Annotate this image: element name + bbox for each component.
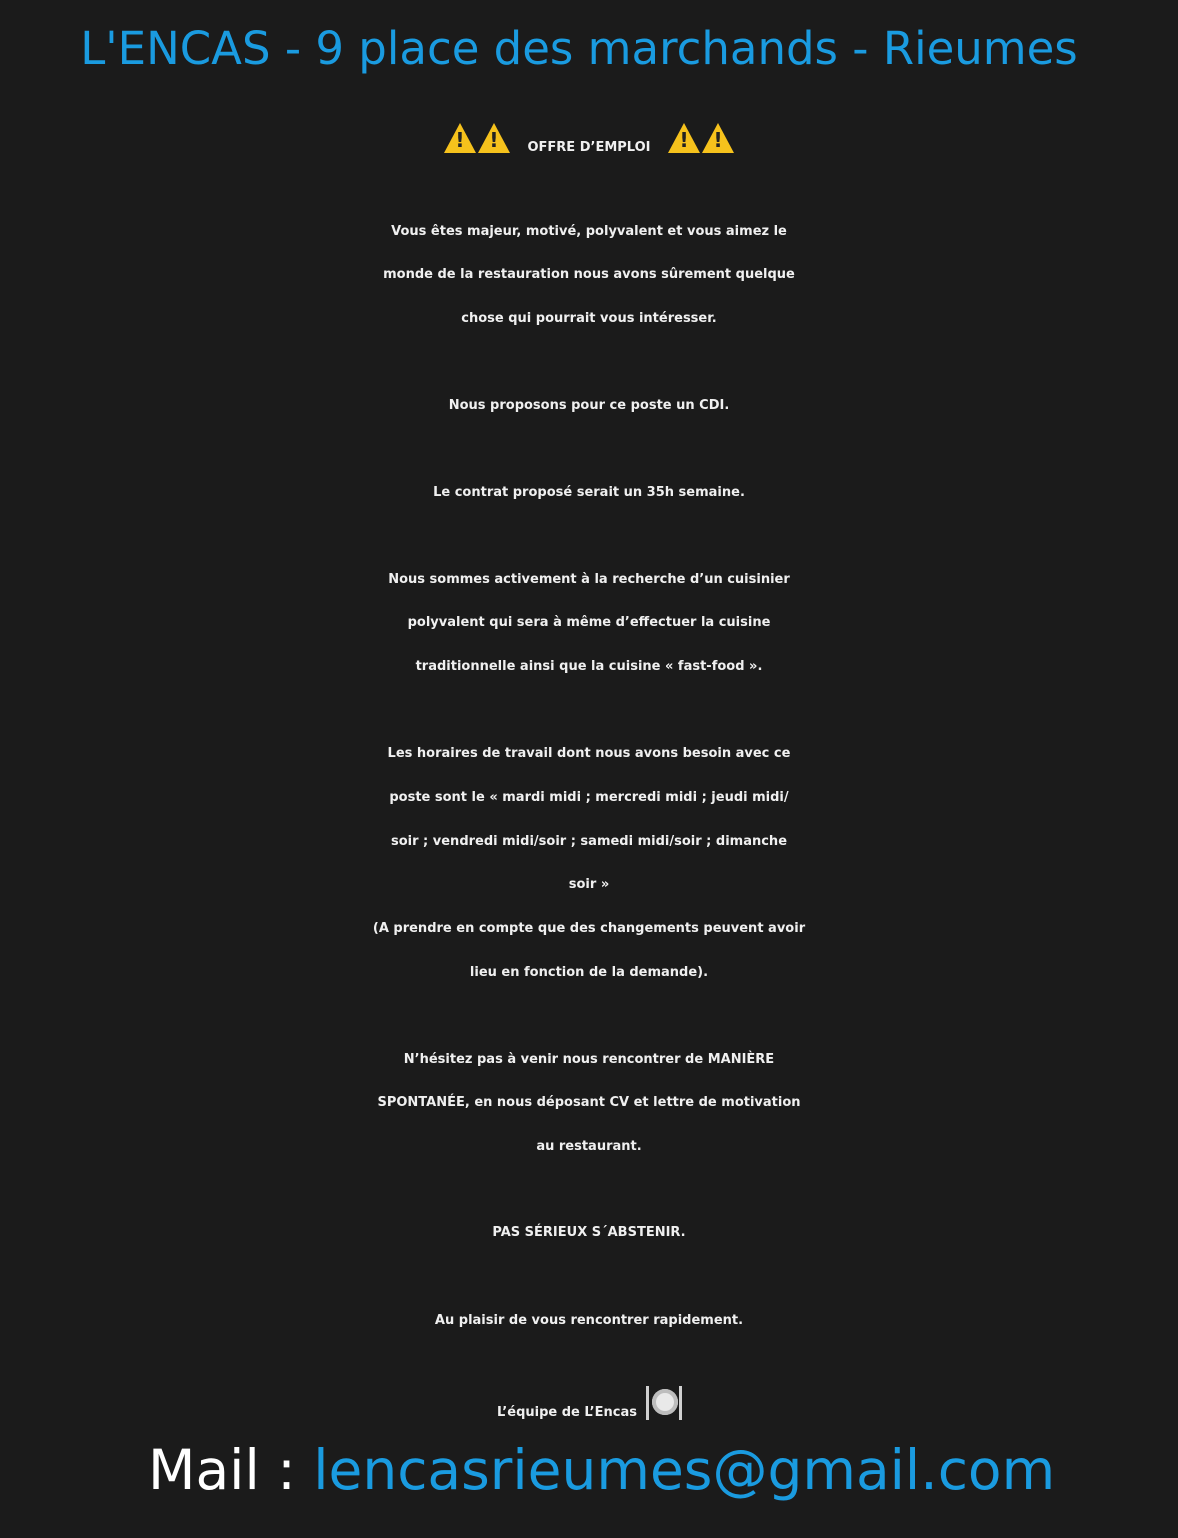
apply-line: SPONTANÉE, en nous déposant CV et lettre de motivation	[377, 1095, 801, 1110]
schedule-line: soir »	[568, 877, 610, 892]
intro-line: monde de la restauration nous avons sûrement quelque	[383, 267, 795, 282]
closing-text: Au plaisir de vous rencontrer rapidement.	[434, 1313, 744, 1328]
offer-title: OFFRE D’EMPLOI	[527, 140, 651, 155]
warning-icon	[702, 123, 734, 153]
schedule-line: poste sont le « mardi midi ; mercredi midi ; jeudi midi/	[389, 790, 789, 805]
schedule-line: soir ; vendredi midi/soir ; samedi midi/soir ; dimanche	[390, 834, 788, 849]
contract-type: Nous proposons pour ce poste un CDI.	[448, 398, 730, 413]
warning-icon	[668, 123, 700, 153]
plate-cutlery-icon	[645, 1386, 681, 1420]
schedule-line: lieu en fonction de la demande).	[469, 965, 709, 980]
apply-line: au restaurant.	[536, 1139, 642, 1154]
signature-row	[0, 1386, 1178, 1434]
mail-address-link[interactable]: lencasrieumes@gmail.com	[313, 1438, 1056, 1502]
warning-icon	[444, 123, 476, 153]
mail-row	[148, 1438, 1055, 1502]
warning-text: PAS SÉRIEUX S´ABSTENIR.	[492, 1225, 686, 1240]
hours-line: Le contrat proposé serait un 35h semaine.	[433, 485, 745, 500]
header-address: L'ENCAS - 9 place des marchands - Rieumes	[80, 22, 1078, 75]
intro-line: Vous êtes majeur, motivé, polyvalent et vous aimez le	[391, 224, 787, 239]
offer-title-row	[0, 123, 1178, 169]
apply-line: N’hésitez pas à venir nous rencontrer de MANIÈRE	[403, 1052, 775, 1067]
warning-icon	[478, 123, 510, 153]
search-line: polyvalent qui sera à même d’effectuer la cuisine	[407, 615, 771, 630]
signature: L’équipe de L’Encas	[497, 1405, 637, 1420]
mail-label: Mail :	[148, 1438, 296, 1502]
intro-line: chose qui pourrait vous intéresser.	[461, 311, 717, 326]
schedule-line: Les horaires de travail dont nous avons besoin avec ce	[387, 746, 791, 761]
schedule-line: (A prendre en compte que des changements peuvent avoir	[372, 921, 806, 936]
search-line: Nous sommes activement à la recherche d’un cuisinier	[388, 572, 790, 587]
search-line: traditionnelle ainsi que la cuisine « fast-food ».	[415, 659, 763, 674]
